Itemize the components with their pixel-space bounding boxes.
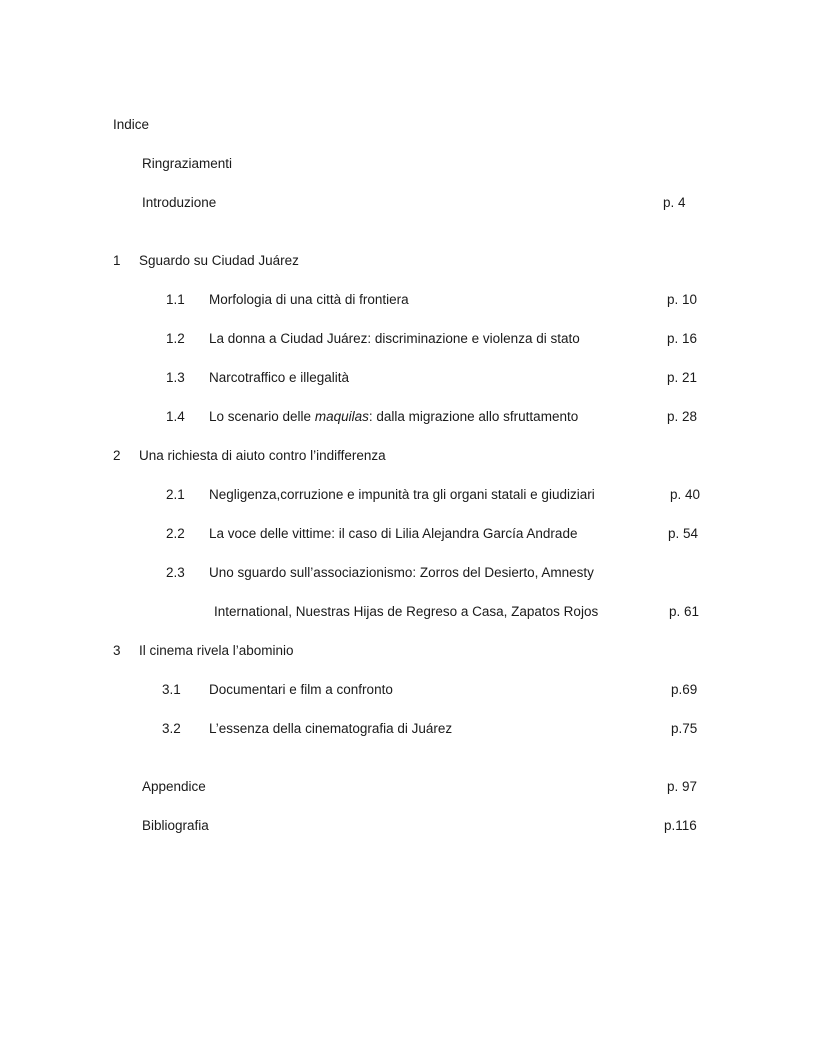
section-title: Morfologia di una città di frontiera [209, 292, 409, 307]
section-title: La voce delle vittime: il caso di Lilia Alejandra García Andrade [209, 526, 578, 541]
section-title-part: : dalla migrazione allo sfruttamento [368, 409, 579, 424]
section-title-part: Lo scenario delle [209, 409, 315, 424]
page-number: p.75 [671, 721, 698, 736]
section-number: 1.1 [166, 292, 185, 307]
section-number: 2.1 [166, 487, 185, 502]
section-title-continuation: International, Nuestras Hijas de Regreso a Casa, Zapatos Rojos [214, 604, 599, 619]
page-number: p. 21 [667, 370, 698, 385]
page-number: p. 4 [663, 195, 686, 210]
section-title: L’essenza della cinematografia di Juárez [209, 721, 453, 736]
section-title: Documentari e film a confronto [209, 682, 393, 697]
page-number: p.116 [664, 818, 697, 833]
page-number: p. 28 [667, 409, 698, 424]
chapter-number: 1 [113, 253, 121, 268]
page-number: p. 40 [670, 487, 701, 502]
section-number: 1.4 [166, 409, 185, 424]
section-number: 3.1 [162, 682, 181, 697]
page-number: p. 54 [668, 526, 699, 541]
section-number: 1.2 [166, 331, 185, 346]
section-title: La donna a Ciudad Juárez: discriminazione e violenza di stato [209, 331, 580, 346]
section-title [209, 409, 578, 425]
section-number: 3.2 [162, 721, 181, 736]
page-number: p. 16 [667, 331, 698, 346]
section-number: 1.3 [166, 370, 185, 385]
page-title: Indice [113, 117, 150, 132]
front-matter-introduzione: Introduzione [142, 195, 217, 210]
chapter-title: Sguardo su Ciudad Juárez [139, 253, 299, 268]
section-number: 2.2 [166, 526, 185, 541]
back-matter-bibliografia: Bibliografia [142, 818, 209, 833]
section-title-italic: maquilas [314, 409, 369, 424]
page-number: p. 10 [667, 292, 698, 307]
front-matter-ringraziamenti: Ringraziamenti [142, 156, 233, 171]
section-title: Uno sguardo sull’associazionismo: Zorros del Desierto, Amnesty [209, 565, 594, 580]
section-title: Negligenza,corruzione e impunità tra gli organi statali e giudiziari [209, 487, 595, 502]
page-number: p. 61 [669, 604, 700, 619]
chapter-title: Il cinema rivela l’abominio [139, 643, 294, 658]
back-matter-appendice: Appendice [142, 779, 206, 794]
chapter-number: 3 [113, 643, 121, 658]
page-number: p. 97 [667, 779, 698, 794]
section-title: Narcotraffico e illegalità [209, 370, 350, 385]
chapter-number: 2 [113, 448, 121, 463]
page-number: p.69 [671, 682, 698, 697]
chapter-title: Una richiesta di aiuto contro l’indifferenza [139, 448, 386, 463]
section-number: 2.3 [166, 565, 185, 580]
